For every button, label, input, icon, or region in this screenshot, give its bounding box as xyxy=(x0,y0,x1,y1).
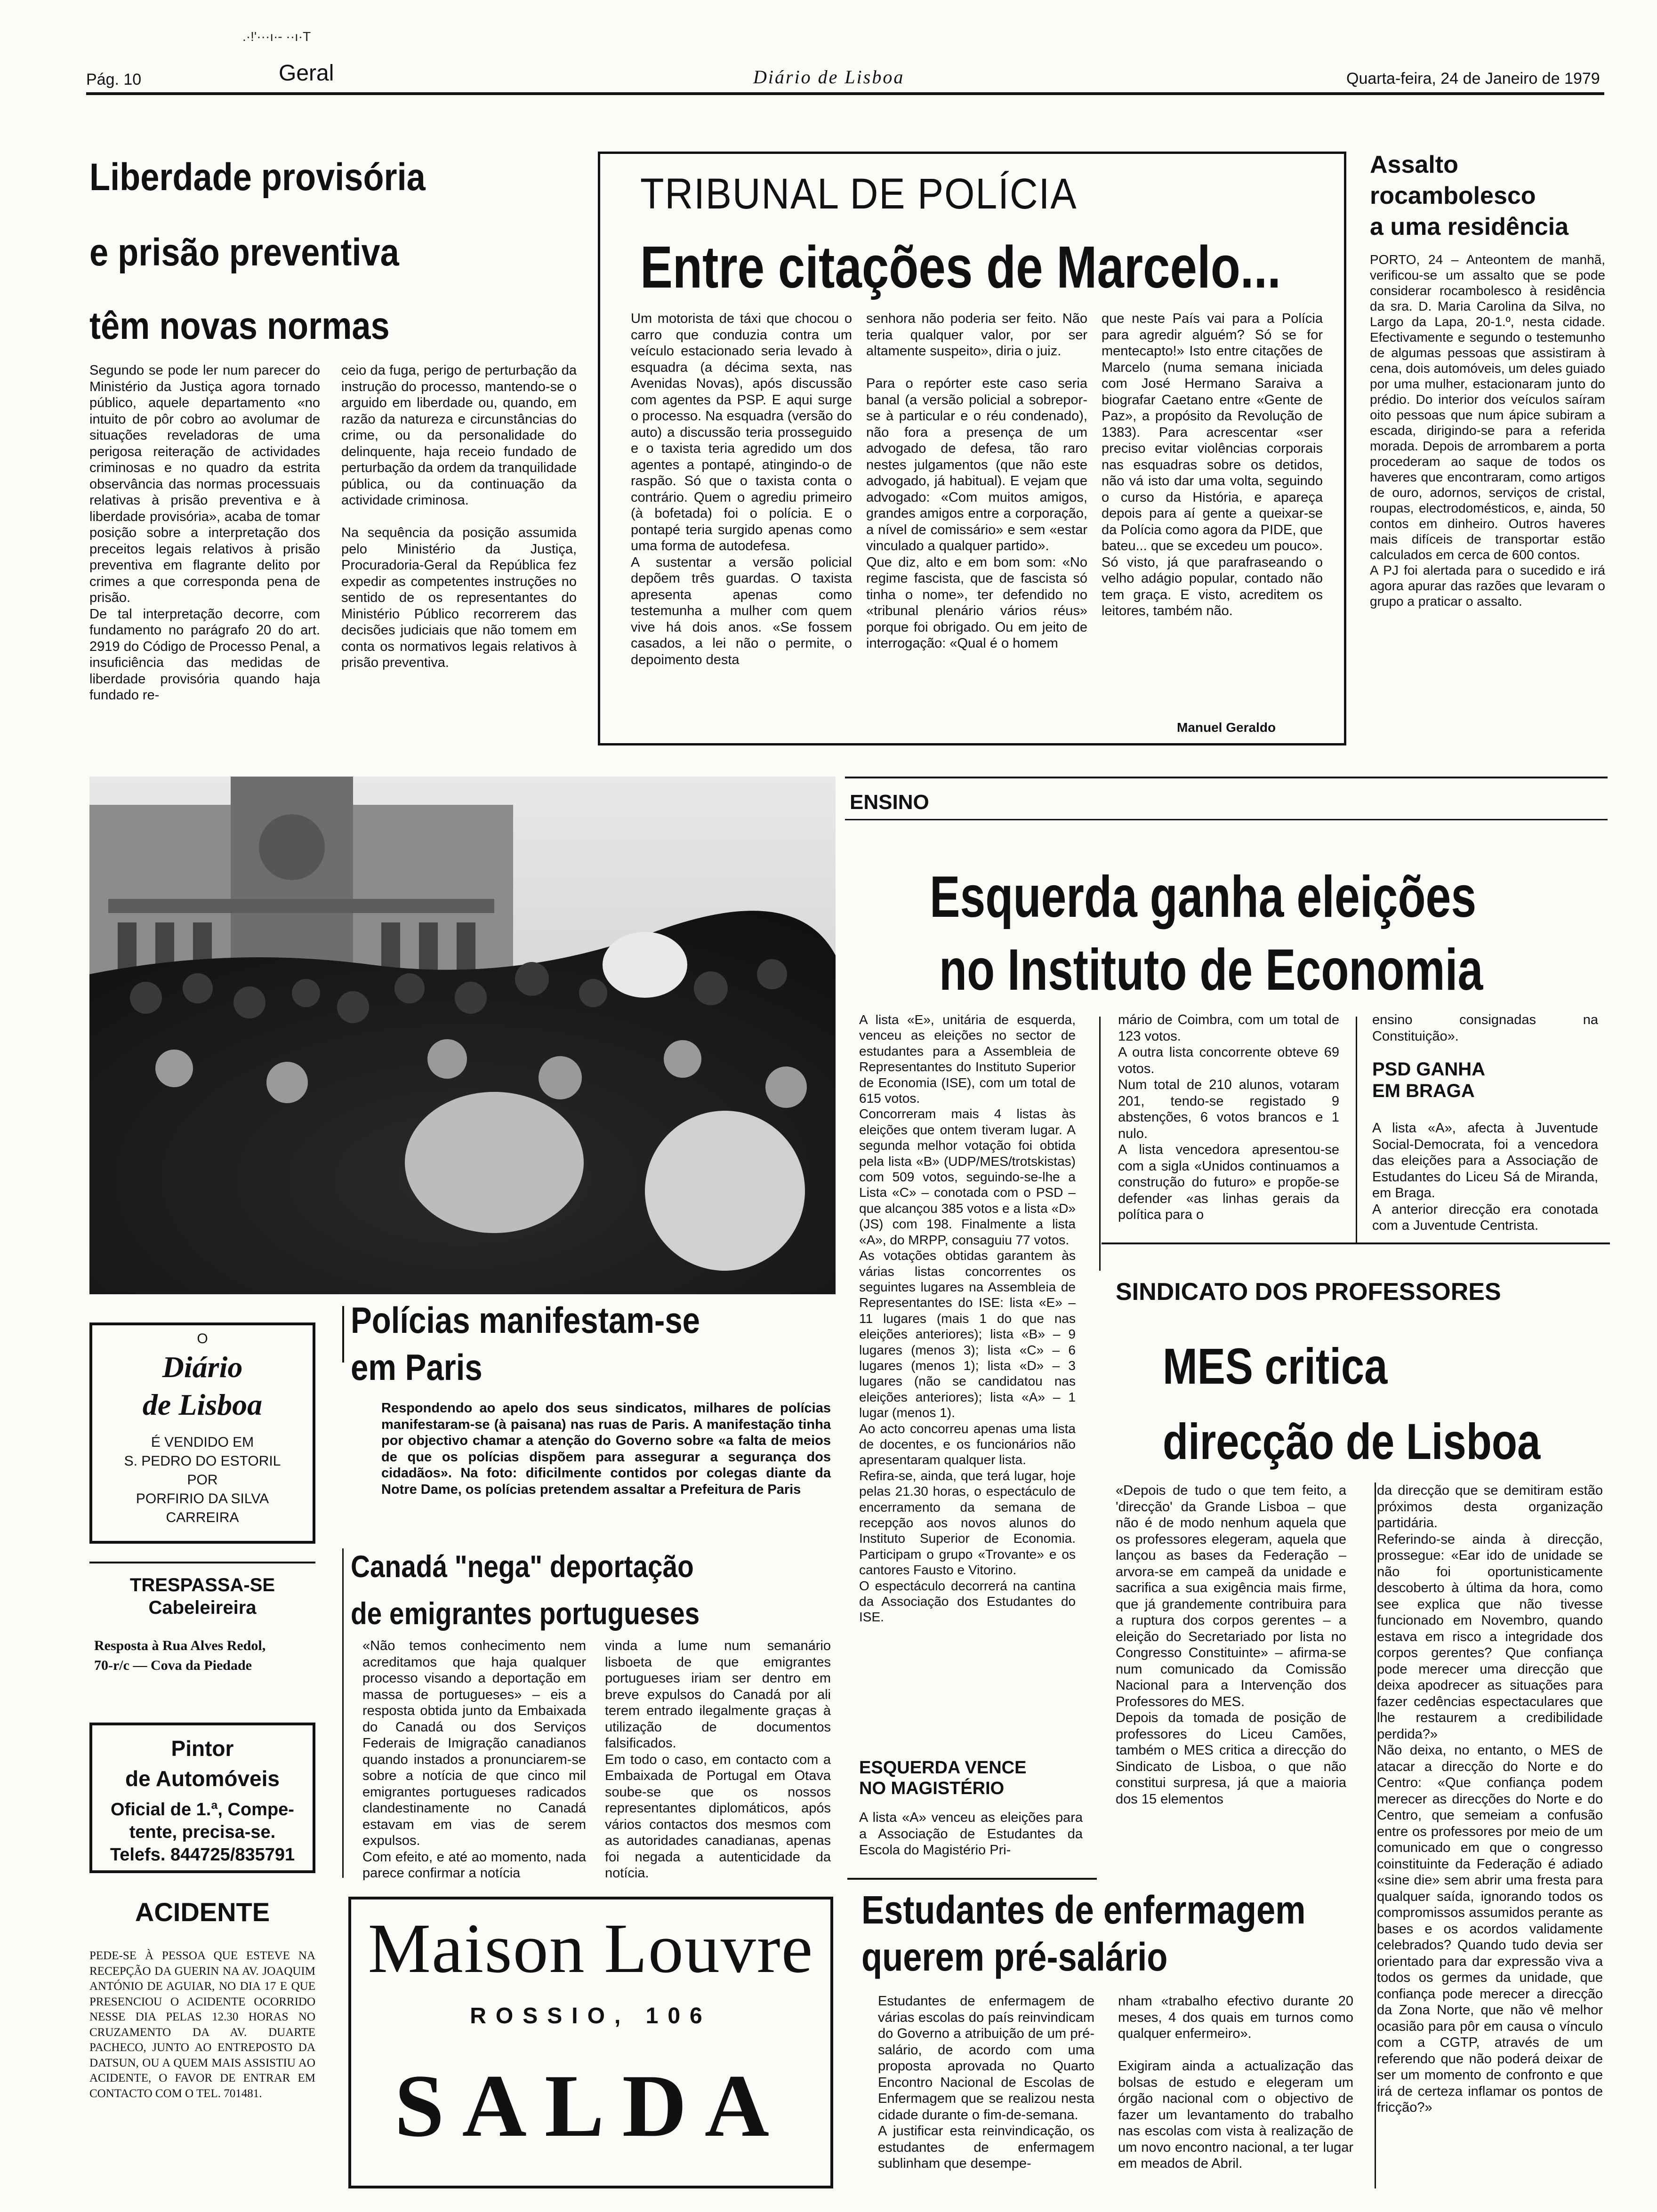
article-body-col: que neste País vai para a Polícia para agredir alguém? Só se for mentecapto!» Isto entre citações de Marcelo (numa semana iniciada com José Hermano Saraiva a biografar Caetano entre «Gente de Paz», a propósito da Revolução de 1383). Para acrescentar «ser preciso evitar violências corporais nas esquadras sobre os detidos, não vá isto dar uma volta, seguindo o curso da História, e apareça depois para aí gente a queixar-se da Polícia como agora da PIDE, que bateu... que se excedeu um pouco». Só visto, já que parafraseando o velho adágio popular, contado não tem graça. E visto, acreditem os leitores, também não. xyxy=(1102,311,1323,618)
kicker: ENSINO xyxy=(850,791,929,814)
ad-text: PORFIRIO DA SILVA xyxy=(136,1491,269,1507)
photo-scene xyxy=(89,777,836,1294)
ad-text: Telefs. 844725/835791 xyxy=(110,1845,295,1865)
newspaper-name: Diário de Lisboa xyxy=(753,66,905,88)
article-title-line: têm novas normas xyxy=(89,305,390,347)
subhead: ESQUERDA VENCE xyxy=(859,1758,1027,1778)
article-title-line: e prisão preventiva xyxy=(89,231,399,274)
kicker: SINDICATO DOS PROFESSORES xyxy=(1116,1278,1501,1306)
subhead: EM BRAGA xyxy=(1372,1081,1475,1101)
article-body-col: Um motorista de táxi que chocou o carro que conduzia contra um veículo estacionado seria levado à esquadra (a décima sexta, nas Avenidas Novas), após discussão com agentes da PSP. E aqui surge o processo. Na esquadra (versão do auto) a discussão teria prosseguido e o taxista teria agredido um dos agentes a pontapé, atingindo-o de raspão. Só que o taxista conta o contrário. Quem o agrediu primeiro (à bofetada) foi o polícia. E o pontapé teria surgido apenas como uma forma de autodefesa. A sustentar a versão policial depõem três guardas. O taxista apresenta apenas como testemunha a mulher com quem vive há dois anos. «Se fossem casados, a lei não o permite, o depoimento desta xyxy=(631,311,852,667)
ad-title: ACIDENTE xyxy=(135,1897,270,1927)
policias-article xyxy=(351,1299,836,1544)
article-body-col: senhora não poderia ser feito. Não teria qualquer valor, por ser altamente suspeito», diria o juiz. Para o repórter este caso seria banal (a versão policial a sobrepor-se à particular e o réu condenado), não fora a presença de um advogado de defesa, tão raro nestes julgamentos (que não este advogado, já habitual). E vejam que advogado: «Com muitos amigos, grandes amigos entre a corporação, a nível de comissário» e sem «estar vinculado a qualquer partido». Que diz, alto e em bom som: «No regime fascista, que de fascista só tinha o nome», ter defendido no «tribunal plenário vários réus» porque foi obrigado. Ou em jeito de interrogação: «Qual é o homem xyxy=(866,311,1087,651)
assalto-article xyxy=(1370,151,1610,753)
ad-logo-line: de Lisboa xyxy=(142,1388,263,1421)
article-body-col: A lista «A», afecta à Juventude Social-Democrata, foi a vencedora das eleições para a Associação de Estudantes do Liceu Sá de Miranda, em Braga. A anterior direcção era conotada com a Juventude Centrista. xyxy=(1372,1121,1598,1233)
ad-text: S. PEDRO DO ESTORIL xyxy=(124,1453,281,1469)
article-body-col: ensino consignadas na Constituição». xyxy=(1372,1012,1598,1044)
tribunal-article xyxy=(612,162,1337,741)
article-body-col: vinda a lume num semanário lisboeta de que emigrantes portugueses iriam ser dentro em breve expulsos do Canadá por ali terem entrado ilegalmente graças à utilização de documentos falsificados. Em todo o caso, em contacto com a Embaixada de Portugal em Otava soube-se que os nossos representantes diplomáticos, após vários contactos dos mesmos com as autoridades canadianas, apenas foi negada a autenticidade da notícia. xyxy=(605,1638,831,1881)
article-body-col: A lista «E», unitária de esquerda, venceu as eleições no sector de estudantes para a Assembleia de Representantes do Instituto Superior de Economia (ISE), com um total de 615 votos. Concorreram mais 4 listas às eleições que ontem tiveram lugar. A segunda melhor votação foi obtida pela lista «B» (UDP/MES/trotskistas) com 509 votos, seguindo-se-lhe a Lista «C» – conotada com o PSD – que alcançou 385 votos e a lista «D» (JS) com 198. Finalmente a lista «A», do MRPP, consaguiu 77 votos. As votações obtidas garantem às várias listas concorrentes os seguintes lugares na Assembleia de Representantes do ISE: lista «E» – 11 lugares (mais 1 do que nas eleições anteriores); lista «B» – 9 lugares (menos 3); lista «C» – 6 lugares (menos 1); lista «D» – 3 lugares (não se candidatou nas eleições anteriores); lista «A» – 1 lugar (menos 1). Ao acto concorreu apenas uma lista de docentes, e os funcionários não apresentaram qualquer lista. Refira-se, ainda, que terá lugar, hoje pelas 21.30 horas, o espectáculo de encerramento da semana de recepção aos novos alunos do Instituto Superior de Economia. Participam o grupo «Trovante» e os cantores Fausto e Vitorino. O espectáculo decorrerá na cantina da Associação dos Estudantes do ISE. xyxy=(859,1012,1076,1625)
kicker: TRIBUNAL DE POLÍCIA xyxy=(640,170,1078,218)
article-body-col: Segundo se pode ler num parecer do Ministério da Justiça agora tornado público, aquele departamento «no intuito de pôr cobro ao avolumar de situações reveladoras de uma perigosa reiteração de actividades criminosas e no quadro da estrita observância das normas processuais relativas à prisão preventiva e à liberdade provisória», acaba de tomar posição sobre a interpretação dos preceitos legais relativos à prisão preventiva em flagrante delito por crimes a que corresponda pena de prisão. De tal interpretação decorre, com fundamento no parágrafo 20 do art. 2919 do Código de Processo Penal, a insuficiência das medidas de liberdade provisória quando haja fundado re- xyxy=(89,363,320,703)
article-body-col: A lista «A» venceu as eleições para a Associação de Estudantes da Escola do Magistério Pri- xyxy=(859,1810,1083,1858)
ad-sale-word: SALDA xyxy=(394,2057,788,2156)
section-rule xyxy=(1102,1242,1610,1244)
canada-article xyxy=(351,1548,836,1887)
subhead: NO MAGISTÉRIO xyxy=(859,1779,1005,1798)
section-rule xyxy=(845,777,1608,778)
ad-maison-louvre xyxy=(348,1897,833,2188)
paris-protest-photo xyxy=(89,777,836,1294)
ad-text: tente, precisa-se. xyxy=(129,1822,276,1842)
article-title-line: Esquerda ganha eleições xyxy=(930,865,1477,930)
ad-text: O xyxy=(197,1331,208,1346)
ad-text: Resposta à Rua Alves Redol, xyxy=(94,1638,266,1653)
ad-text: de Automóveis xyxy=(125,1766,280,1791)
ad-text: Pintor xyxy=(171,1736,234,1761)
section-label: Geral xyxy=(279,61,334,86)
article-title-line: a uma residência xyxy=(1370,213,1569,240)
column-rule xyxy=(1356,1017,1357,1242)
article-body-col: ceio da fuga, perigo de perturbação da instrução do processo, mantendo-se o arguido em liberdade ou, quando, em razão da natureza e circunstâncias do crime, ou da personalidade do delinquente, haja receio fundado de perturbação da ordem da tranquilidade pública, ou da continuação da actividade criminosa. Na sequência da posição assumida pelo Ministério da Justiça, Procuradoria-Geral da República fez expedir as competentes instruções no sentido de os representantes do Ministério Público recorrerem das decisões judiciais que não tomem em conta os normativos legais relativos à prisão preventiva. xyxy=(341,363,577,670)
ad-text: 70-r/c — Cova da Piedade xyxy=(94,1658,252,1673)
enfermagem-article xyxy=(861,1887,1375,2198)
article-title-line: querem pré-salário xyxy=(861,1935,1168,1979)
article-title-line: Estudantes de enfermagem xyxy=(861,1888,1306,1932)
ad-store-address: ROSSIO, 106 xyxy=(470,2004,712,2028)
column-rule xyxy=(1099,1017,1101,1271)
liberdade-article xyxy=(89,155,584,748)
article-title-line: rocambolesco xyxy=(1370,182,1536,209)
column-rule xyxy=(342,1306,344,1362)
article-body-col: mário de Coimbra, com um total de 123 votos. A outra lista concorrente obteve 69 votos. Num total de 210 alunos, votaram 201, tendo-se registado 9 abstenções, 6 votos brancos e 1 nulo. A lista vencedora apresentou-se com a sigla «Unidos continuamos a construção do futuro» e propõe-se defender «as linhas gerais da política para o xyxy=(1118,1012,1339,1222)
subhead: PSD GANHA xyxy=(1372,1059,1486,1080)
ad-logo-line: Diário xyxy=(162,1350,243,1384)
scribble: .·!'···ı·- ··ı·T xyxy=(242,29,311,44)
ad-rule xyxy=(89,1562,315,1563)
ad-text: Oficial de 1.ª, Compe- xyxy=(111,1800,294,1819)
ad-text: É VENDIDO EM xyxy=(151,1435,254,1450)
ad-trespassa xyxy=(89,1567,315,1690)
masthead xyxy=(0,0,1657,94)
section-rule xyxy=(847,1878,1097,1880)
ad-text: TRESPASSA-SE xyxy=(129,1575,275,1595)
photo-caption: Respondendo ao apelo dos seus sindicatos, milhares de polícias manifestaram-se (à paisana) nas ruas de Paris. A manifestação tinha por objectivo chamar a atenção do Governo sobre «a falta de meios de que os polícias dispõem para assegurar a segurança dos cidadãos». Na foto: dificilmente contidos por colegas diante da Notre Dame, os polícias pretendem assaltar a Prefeitura de Paris xyxy=(381,1401,831,1497)
article-title: Entre citações de Marcelo... xyxy=(640,234,1281,300)
article-title-line: de emigrantes portugueses xyxy=(351,1596,700,1631)
ad-store-name: Maison Louvre xyxy=(368,1909,814,1988)
article-body-col: «Não temos conhecimento nem acreditamos que haja qualquer processo visando a deportação em massa de portugueses» – eis a resposta obtida junto da Embaixada do Canadá ou dos Serviços Federais de Imigração canadianos quando instados a pronunciarem-se sobre a notícia de que cinco mil emigrantes portugueses radicados clandestinamente no Canadá estavam em vias de serem expulsos. Com efeito, e até ao momento, nada parece confirmar a notícia xyxy=(362,1638,586,1881)
article-title-line: Assalto xyxy=(1370,151,1458,178)
issue-date: Quarta-feira, 24 de Janeiro de 1979 xyxy=(1346,70,1600,88)
article-body-col: nham «trabalho efectivo durante 20 meses, 4 dos quais em turnos como qualquer enfermeiro». Exigiram ainda a actualização das bolsas de estudo e elegeram um órgão nacional com o objectivo de fazer um levantamento do trabalho nas escolas com vista à realização de um novo encontro nacional, a ter lugar em meados de Abril. xyxy=(1118,1994,1353,2171)
column-rule xyxy=(1375,1483,1376,2188)
article-title-line: Liberdade provisória xyxy=(89,156,426,199)
ad-text: CARREIRA xyxy=(166,1510,239,1525)
article-body-col: Estudantes de enfermagem de várias escolas do país reinvindicam do Governo a atribuição de um pré-salário, de acordo com uma proposta aprovada no Quarto Encontro Nacional de Escolas de Enfermagem que se realizou nesta cidade durante o fim-de-semana. A justificar esta reinvindicação, os estudantes de enfermagem sublinham que desempe- xyxy=(878,1994,1094,2171)
magisterio-block xyxy=(859,1758,1085,1871)
ad-diario-lisboa xyxy=(89,1322,315,1544)
ad-text: POR xyxy=(187,1472,218,1488)
article-title-line: em Paris xyxy=(351,1346,483,1388)
masthead-rule xyxy=(86,92,1604,95)
article-title-line: Canadá "nega" deportação xyxy=(351,1549,694,1584)
article-title-line: MES critica xyxy=(1163,1338,1388,1395)
column-rule xyxy=(342,1548,344,1878)
article-body: PORTO, 24 – Anteontem de manhã, verificou-se um assalto que se pode considerar rocambolesco à residência da sra. D. Maria Carolina da Silva, no Largo da Lapa, 20-1.º, nesta cidade. Efectivamente e segundo o testemunho de algumas pessoas que assistiram à cena, dois automóveis, um deles guiado por uma mulher, estacionaram junto do prédio. Do interior dos veículos saíram oito pessoas que num ápice subiram a escada, dirigindo-se para a referida morada. Depois de arrombarem a porta procederam ao saque de todos os haveres que encontraram, como artigos de ouro, adornos, serviços de cristal, roupas, electrodomésticos, e, ainda, 50 contos em dinheiro. Outros haveres mais difíceis de transportar estão calculados em cerca de 600 contos. A PJ foi alertada para o sucedido e irá agora apurar das razões que levaram o grupo a praticar o assalto. xyxy=(1370,252,1605,609)
article-title-line: direcção de Lisboa xyxy=(1163,1413,1541,1470)
ad-body: PEDE-SE À PESSOA QUE ESTEVE NA RECEPÇÃO DA GUERIN NA AV. JOAQUIM ANTÓNIO DE AGUIAR, NO DIA 17 E QUE PRESENCIOU O ACIDENTE OCORRIDO NESSE DIA PELAS 12.30 HORAS NO CRUZAMENTO DA AV. DUARTE PACHECO, JUNTO AO ENTREPOSTO DA DATSUN, OU A QUEM MAIS ASSISTIU AO ACIDENTE, O FAVOR DE ENTRAR EM CONTACTO COM O TEL. 701481. xyxy=(89,1949,315,2100)
article-title-line: Polícias manifestam-se xyxy=(351,1299,700,1341)
article-title-line: no Instituto de Economia xyxy=(939,938,1483,1002)
ad-text: Cabeleireira xyxy=(148,1597,257,1618)
page-label: Pág. 10 xyxy=(86,71,142,88)
byline: Manuel Geraldo xyxy=(1177,720,1276,735)
article-body-col: da direcção que se demitiram estão próximos desta organização partidária. Referindo-se ainda à direcção, prossegue: «Ear ido de unidade se não foi oportunisticamente descoberto à última da hora, como see explica que não tivesse funcionado em Novembro, quando estava em risco a integridade dos corpos gerentes? Que confiança pode merecer uma direcção que deixa apodrecer as situações para fazer cedências espectaculares que lhe restaurem a credibilidade perdida?» Não deixa, no entanto, o MES de atacar a direcção do Norte e do Centro: «Que confiança podem merecer as direcções do Norte e do Centro, que semeiam a confusão entre os professores por meio de um comunicado em que o congresso coinstituinte da Federação é adiado «sine die» sem abrir uma fresta para qualquer saída, ignorando todos os compromissos assumidos perante as bases e os acordos validamente celebrados? Quando tudo devia ser orientado para dar expressão viva a todos os germes da unidade, que confiança pode merecer a direcção da Zona Norte, que não vê melhor ocasião para pôr em causa o vínculo com a CGTP, através de um referendo que não poderá deixar de ser um momento de confronto e que irá de certeza inflamar os pontos de fricção?» xyxy=(1377,1483,1603,2115)
ad-acidente xyxy=(89,1897,315,2188)
article-body-col: «Depois de tudo o que tem feito, a 'direcção' da Grande Lisboa – que não é de modo nenhum aquela que os professores elegeram, aquela que lançou as bases da Federação – arvora-se em campeã da unidade e sacrifica a sua exigência mais firme, que já grandemente contribuira para a ruptura dos corpos gerentes – a eleição do Secretariado por lista no Congresso Constituinte» – afirma-se num comunicado da Comissão Nacional para a Intervenção dos Professores do MES. Depois da tomada de posição de professores do Liceu Camões, também o MES critica a direcção do Sindicato de Lisboa, o que não constitui surpresa, já que a maioria dos 15 elementos xyxy=(1116,1483,1346,1807)
ad-pintor xyxy=(89,1723,315,1873)
